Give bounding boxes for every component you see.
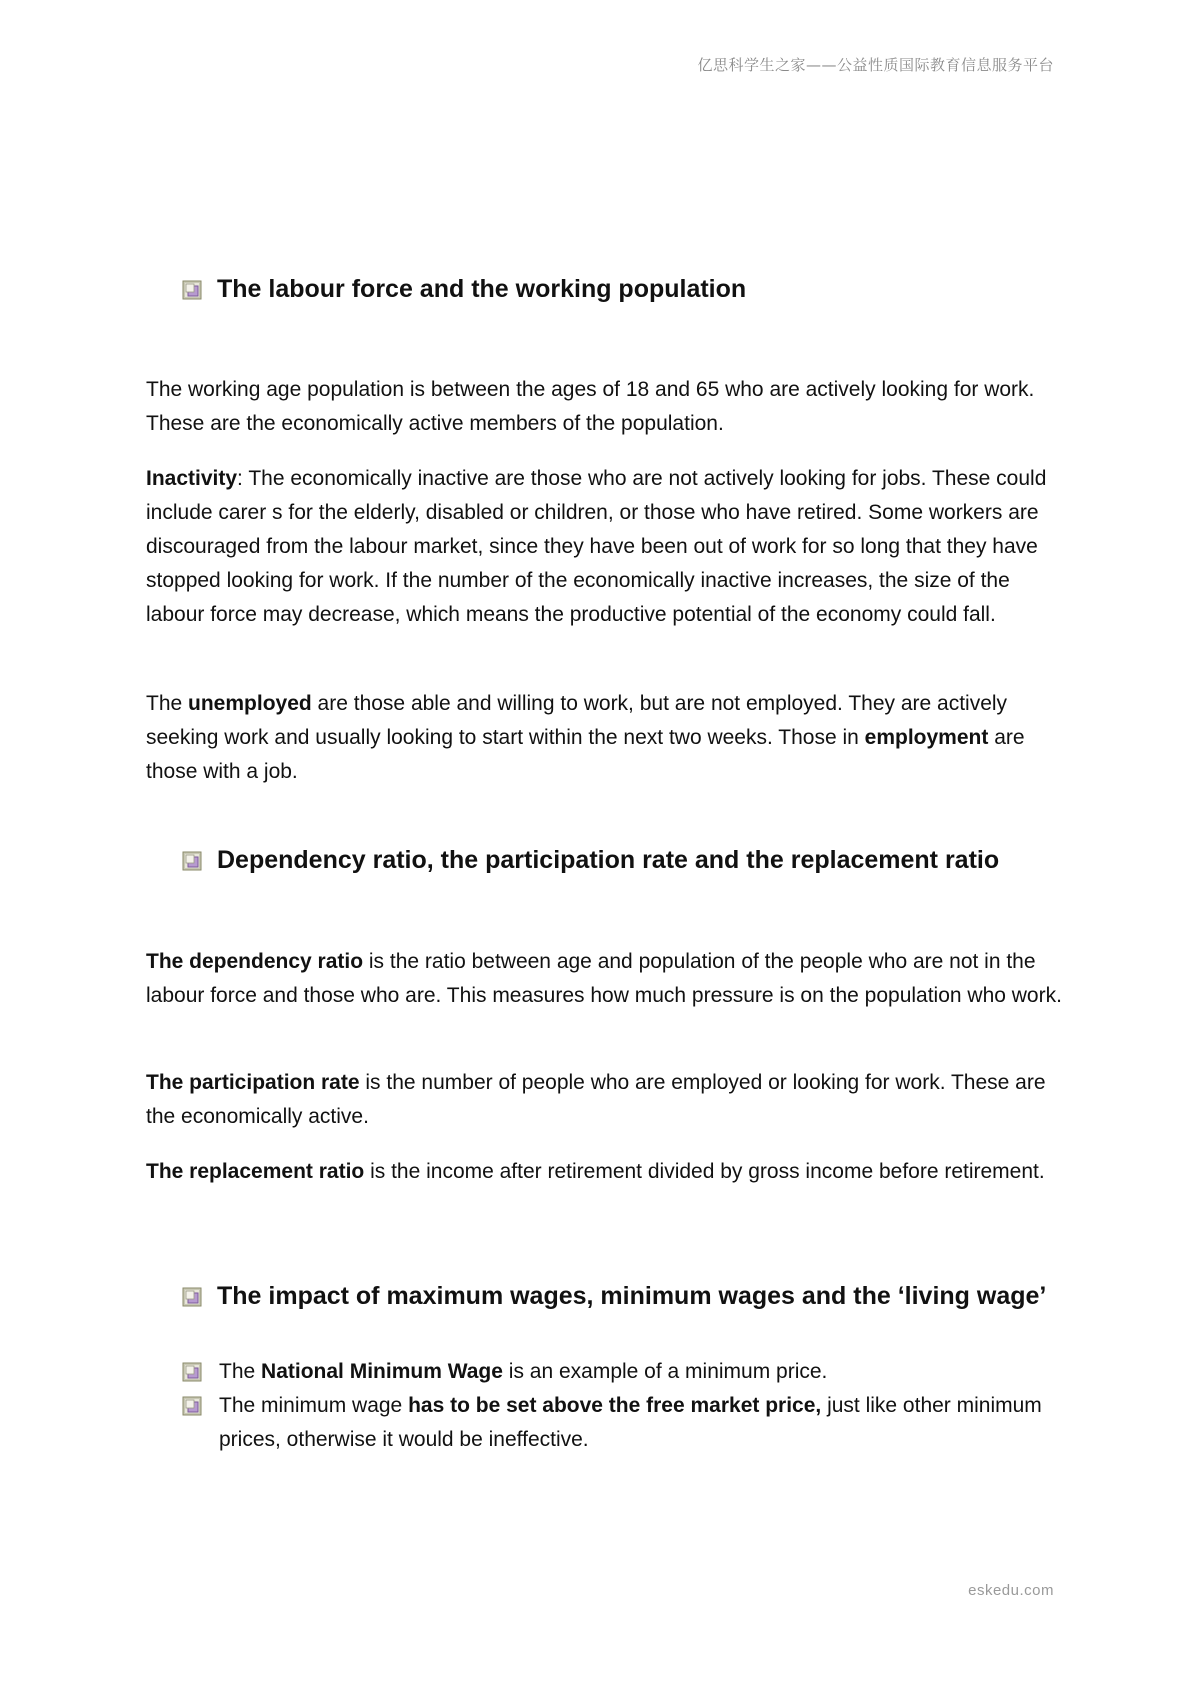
text-run: is the ratio between age and population of the people who are not in the labour force and those who are. This measures how much pressure is on the population who work. (146, 950, 1062, 1007)
section-heading (182, 846, 999, 875)
bold-text: has to be set above the free market price, (408, 1394, 822, 1417)
list-item (182, 1355, 1062, 1389)
bullet-square-icon (182, 1287, 202, 1307)
paragraph (146, 1066, 1066, 1134)
text-run: The working age population is between the ages of 18 and 65 who are actively looking for work. These are the economically active members of the population. (146, 378, 1035, 435)
bold-text: The participation rate (146, 1071, 360, 1094)
bold-text: Inactivity (146, 467, 238, 490)
paragraph (146, 1155, 1066, 1189)
bullet-list (182, 1355, 1062, 1457)
text-run: are those able and willing to work, but are not employed. They are actively seeking work and usually looking to start within the next two weeks. Those in (146, 692, 1008, 749)
list-item-text (219, 1355, 827, 1389)
text-run: are those with a job. (146, 726, 1025, 783)
paragraph (146, 945, 1066, 1013)
text-run: The minimum wage (219, 1394, 409, 1417)
section-heading-text: The impact of maximum wages, minimum wages and the ‘living wage’ (217, 1282, 1047, 1310)
page-header: 亿思科学生之家——公益性质国际教育信息服务平台 (697, 56, 1054, 74)
page-footer: eskedu.com (968, 1582, 1054, 1599)
text-run: just like other minimum prices, otherwise it would be ineffective. (219, 1394, 1042, 1451)
paragraph (146, 687, 1066, 789)
text-run: : The economically inactive are those who are not actively looking for jobs. These could include carer s for the elderly, disabled or children, or those who have retired. Some workers are discouraged from the labour market, since they have been out of work for so long that they have stopped looking for work. If the number of the economically inactive increases, the size of the labour force may decrease, which means the productive potential of the economy could fall. (146, 467, 1047, 626)
paragraph (146, 373, 1066, 441)
section-heading (182, 275, 746, 304)
section-heading-text: Dependency ratio, the participation rate and the replacement ratio (217, 846, 1000, 874)
text-run: is the number of people who are employed or looking for work. These are the economically active. (146, 1071, 1046, 1128)
section-heading-text: The labour force and the working population (217, 275, 747, 303)
list-item-text (219, 1389, 1062, 1457)
text-run: The (219, 1360, 262, 1383)
bullet-square-icon (182, 851, 202, 871)
text-run: is an example of a minimum price. (502, 1360, 828, 1383)
bold-text: National Minimum Wage (261, 1360, 503, 1383)
bold-text: unemployed (188, 692, 312, 715)
paragraph (146, 462, 1066, 632)
bullet-square-icon (182, 280, 202, 300)
bold-text: employment (864, 726, 989, 749)
bold-text: The replacement ratio (146, 1160, 365, 1183)
list-item (182, 1389, 1062, 1457)
text-run: is the income after retirement divided by gross income before retirement. (364, 1160, 1045, 1183)
section-heading (182, 1282, 1046, 1311)
bullet-square-icon (182, 1362, 202, 1382)
text-run: The (146, 692, 189, 715)
bold-text: The dependency ratio (146, 950, 364, 973)
bullet-square-icon (182, 1396, 202, 1416)
